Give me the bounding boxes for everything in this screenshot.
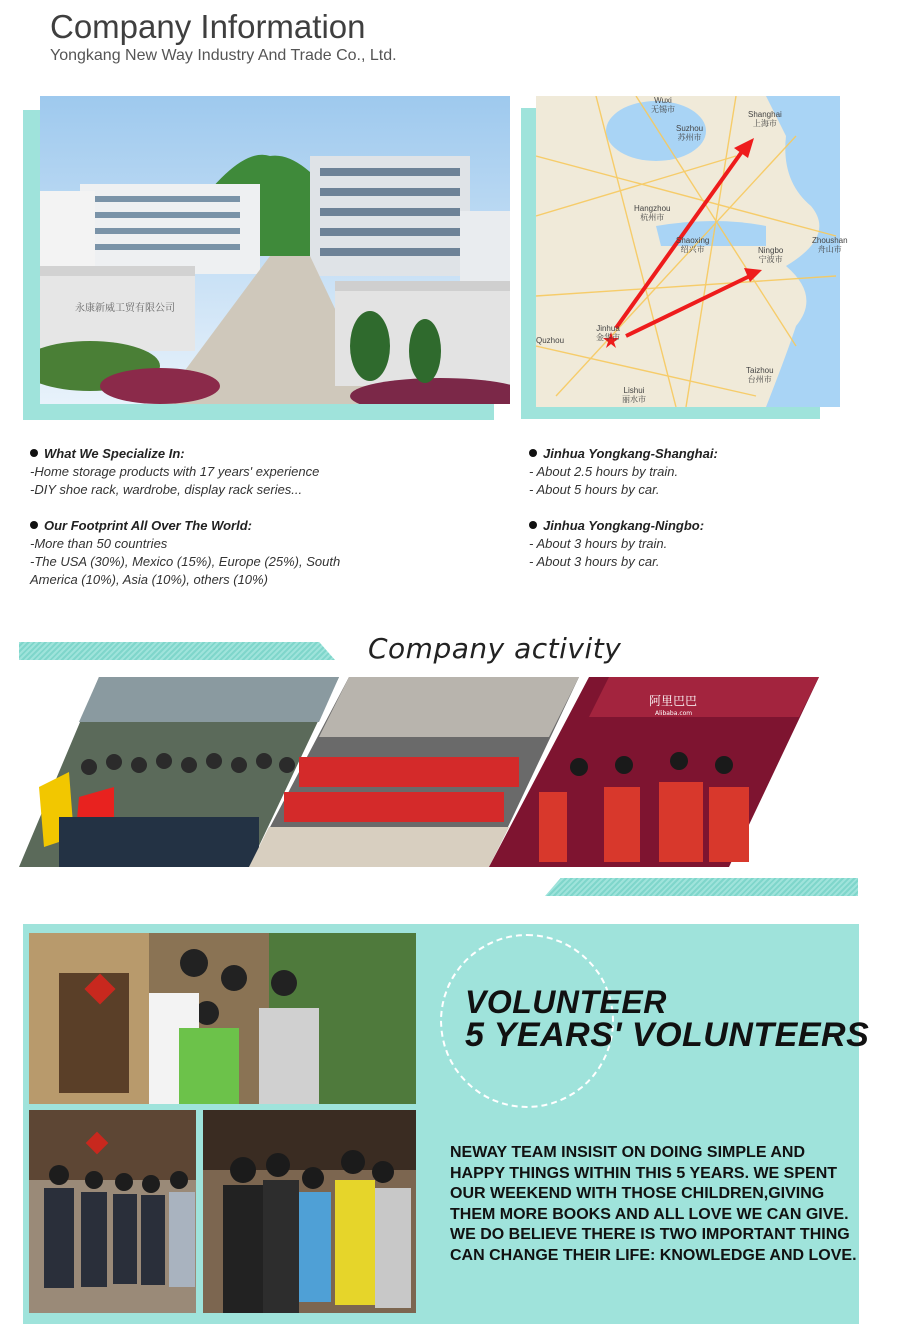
city-shanghai: Shanghai 上海市 <box>748 110 782 128</box>
volunteer-photo-3 <box>203 1110 416 1313</box>
factory-photo <box>40 96 510 404</box>
info-line: -More than 50 countries <box>30 536 168 551</box>
activity-title: Company activity <box>368 632 622 665</box>
volunteer-illustration-2 <box>29 1110 196 1313</box>
city-wuxi: Wuxi 无锡市 <box>651 96 675 114</box>
info-line: - About 2.5 hours by train. <box>529 464 679 479</box>
factory-sign-text: 永康新威工贸有限公司 <box>75 303 175 314</box>
alibaba-logo-sub: Alibaba.com <box>655 710 693 717</box>
info-line: - About 3 hours by train. <box>529 536 668 551</box>
info-line: -The USA (30%), Mexico (15%), Europe (25%), South <box>30 554 341 569</box>
info-block <box>529 517 869 571</box>
info-heading: Our Footprint All Over The World: <box>44 518 252 533</box>
info-block <box>30 517 410 589</box>
info-block <box>30 445 410 499</box>
route-map <box>536 96 848 407</box>
factory-illustration <box>40 96 510 404</box>
city-hangzhou: Hangzhou 杭州市 <box>634 204 671 222</box>
info-line: - About 3 hours by car. <box>529 554 660 569</box>
activity-stripe-top <box>19 642 335 660</box>
city-taizhou: Taizhou 台州市 <box>746 366 774 384</box>
activity-stripe-bottom <box>545 878 858 896</box>
info-line: America (10%), Asia (10%), others (10%) <box>30 572 268 587</box>
info-heading: Jinhua Yongkang-Ningbo: <box>543 518 705 533</box>
city-suzhou: Suzhou 苏州市 <box>676 124 704 142</box>
info-heading: What We Specialize In: <box>44 446 185 461</box>
city-zhoushan: Zhoushan 舟山市 <box>812 236 848 254</box>
bullet-icon <box>30 521 38 529</box>
company-name: Yongkang New Way Industry And Trade Co., Ltd. <box>50 47 397 64</box>
volunteer-photo-2 <box>29 1110 196 1313</box>
volunteer-photo-1 <box>29 933 416 1104</box>
activity-collage <box>19 677 819 867</box>
page-title: Company Information <box>50 8 366 45</box>
volunteer-illustration-1 <box>29 933 416 1104</box>
city-ningbo: Ningbo 宁波市 <box>758 246 784 264</box>
info-line: -Home storage products with 17 years' experience <box>30 464 320 479</box>
info-block <box>529 445 869 499</box>
bullet-icon <box>30 449 38 457</box>
volunteer-illustration-3 <box>203 1110 416 1313</box>
city-jinhua: Jinhua 金华市 <box>596 324 620 342</box>
volunteer-subheading: 5 YEARS' VOLUNTEERS <box>465 1016 870 1054</box>
bullet-icon <box>529 449 537 457</box>
activity-photos <box>19 677 819 867</box>
info-line: -DIY shoe rack, wardrobe, display rack series... <box>30 482 303 497</box>
city-quzhou: Quzhou <box>536 336 565 345</box>
volunteer-description: NEWAY TEAM INSISIT ON DOING SIMPLE AND HAPPY THINGS WITHIN THIS 5 YEARS. WE SPENT OUR WEEKEND WITH THOSE CHILDREN,GIVING THEM MORE BOOKS AND ALL LOVE WE CAN GIVE. WE DO BELIEVE THERE IS TWO IMPORTANT THING CAN CHANGE THEIR LIFE: KNOWLEDGE AND LOVE. <box>450 1144 857 1264</box>
volunteer-heading: VOLUNTEER <box>465 984 667 1020</box>
bullet-icon <box>529 521 537 529</box>
info-right <box>529 445 869 571</box>
city-shaoxing: Shaoxing 绍兴市 <box>676 236 710 254</box>
city-lishui: Lishui 丽水市 <box>622 386 646 404</box>
info-line: - About 5 hours by car. <box>529 482 660 497</box>
info-heading: Jinhua Yongkang-Shanghai: <box>543 446 718 461</box>
alibaba-logo-text: 阿里巴巴 <box>649 694 698 708</box>
info-left <box>30 445 410 589</box>
